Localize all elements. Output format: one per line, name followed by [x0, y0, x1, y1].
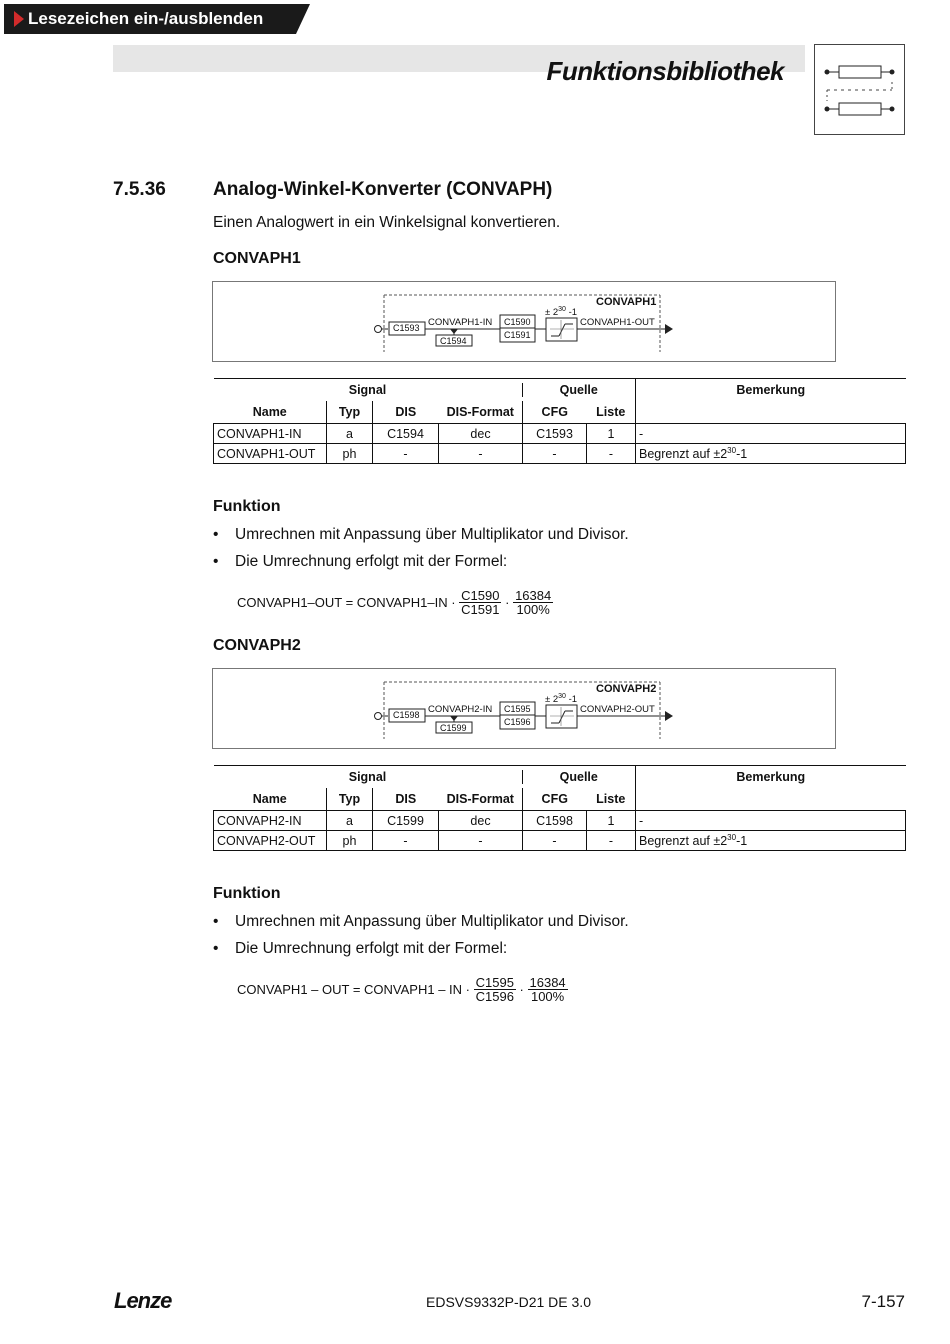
block1-in-code: C1593	[393, 323, 420, 333]
block2-group-signal: Signal	[214, 770, 523, 784]
cell-disformat: -	[439, 831, 523, 851]
block1-col-disformat: DIS-Format	[439, 401, 523, 424]
block1-col-liste: Liste	[587, 401, 636, 424]
block2-in-label: CONVAPH2-IN	[428, 704, 493, 715]
block1-dis-code: C1594	[440, 336, 467, 346]
block2-in-code: C1598	[393, 710, 420, 720]
block2-block-name: CONVAPH2	[596, 683, 657, 695]
block2-signal-table	[213, 765, 906, 851]
block1-in-label: CONVAPH1-IN	[428, 317, 493, 328]
block1-formula: CONVAPH1–OUT = CONVAPH1–IN · $\frac{C1590}{C1591}$ · $\frac{16384}{100\%}$	[237, 588, 552, 617]
block2-col-dis: DIS	[395, 792, 417, 806]
block2-dis-code: C1599	[440, 723, 467, 733]
list-item: • Die Umrechnung erfolgt mit der Formel:	[213, 553, 508, 570]
list-item: • Die Umrechnung erfolgt mit der Formel:	[213, 940, 508, 957]
list-item: • Umrechnen mit Anpassung über Multiplikator und Divisor.	[213, 526, 629, 543]
section-title: Analog-Winkel-Konverter (CONVAPH)	[213, 179, 553, 200]
block1-mult-code: C1590	[504, 317, 531, 327]
block2-col-liste: Liste	[587, 788, 636, 811]
block2-col-cfg: CFG	[541, 792, 568, 806]
page-number: 7-157	[861, 1292, 905, 1311]
block2-mult-code: C1595	[504, 704, 531, 714]
block1-diagram	[212, 281, 836, 362]
block2-col-typ: Typ	[327, 788, 373, 811]
table-row	[214, 444, 906, 464]
cell-remark: -	[636, 811, 906, 831]
block1-div-code: C1591	[504, 330, 531, 340]
block1-group-remark: Bemerkung	[636, 379, 906, 402]
table-row	[214, 811, 906, 831]
cell-dis: C1594	[373, 424, 439, 444]
document-id: EDSVS9332P-D21 DE 3.0	[426, 1294, 591, 1310]
cell-dis: -	[373, 831, 439, 851]
section-number: 7.5.36	[113, 179, 166, 200]
table-row	[214, 424, 906, 444]
function-library-icon	[814, 44, 905, 135]
cell-typ: ph	[327, 444, 373, 464]
lenze-logo: Lenze	[114, 1288, 172, 1313]
block1-heading: CONVAPH1	[213, 250, 301, 267]
cell-liste: 1	[587, 424, 636, 444]
block1-function-heading: Funktion	[213, 498, 281, 515]
block2-function-heading: Funktion	[213, 885, 281, 902]
cell-remark: Begrenzt auf $\pm 2^{30}-1$	[636, 831, 906, 851]
cell-cfg: -	[523, 831, 587, 851]
cell-cfg: C1593	[523, 424, 587, 444]
block2-col-name: Name	[214, 788, 327, 811]
block1-col-typ: Typ	[327, 401, 373, 424]
cell-cfg: C1598	[523, 811, 587, 831]
block2-div-code: C1596	[504, 717, 531, 727]
block2-group-source: Quelle	[559, 770, 598, 784]
cell-name: CONVAPH1-OUT	[214, 444, 327, 464]
cell-disformat: -	[439, 444, 523, 464]
block2-heading: CONVAPH2	[213, 637, 301, 654]
bookmark-label[interactable]: Lesezeichen ein-/ausblenden	[28, 9, 264, 28]
cell-name: CONVAPH2-IN	[214, 811, 327, 831]
cell-typ: ph	[327, 831, 373, 851]
block2-out-label: CONVAPH2-OUT	[580, 704, 655, 715]
cell-liste: 1	[587, 811, 636, 831]
table-row	[214, 831, 906, 851]
cell-typ: a	[327, 811, 373, 831]
block1-block-name: CONVAPH1	[596, 296, 657, 308]
block1-col-name: Name	[214, 401, 327, 424]
block2-diagram	[212, 668, 836, 749]
cell-remark: Begrenzt auf $\pm 2^{30}-1$	[636, 444, 906, 464]
block2-group-remark: Bemerkung	[636, 766, 906, 789]
list-item: • Umrechnen mit Anpassung über Multiplikator und Divisor.	[213, 913, 629, 930]
block1-col-cfg: CFG	[541, 405, 568, 419]
cell-typ: a	[327, 424, 373, 444]
cell-dis: -	[373, 444, 439, 464]
cell-name: CONVAPH2-OUT	[214, 831, 327, 851]
cell-disformat: dec	[439, 811, 523, 831]
cell-liste: -	[587, 831, 636, 851]
cell-liste: -	[587, 444, 636, 464]
block1-signal-table	[213, 378, 906, 464]
block2-limit: ± $2^{30}$ -1	[545, 693, 578, 706]
page-header-title: Funktionsbibliothek	[546, 56, 784, 86]
cell-disformat: dec	[439, 424, 523, 444]
cell-cfg: -	[523, 444, 587, 464]
block1-col-dis: DIS	[395, 405, 417, 419]
block2-formula: CONVAPH1 – OUT = CONVAPH1 – IN · $\frac{C1595}{C1596}$ · $\frac{16384}{100\%}$	[237, 975, 566, 1004]
cell-remark: -	[636, 424, 906, 444]
block1-limit: ± $2^{30}$ -1	[545, 306, 578, 319]
section-intro: Einen Analogwert in ein Winkelsignal konvertieren.	[213, 214, 561, 231]
block1-out-label: CONVAPH1-OUT	[580, 317, 655, 328]
cell-name: CONVAPH1-IN	[214, 424, 327, 444]
block2-col-disformat: DIS-Format	[439, 788, 523, 811]
block1-group-signal: Signal	[214, 383, 523, 397]
block1-group-source: Quelle	[559, 383, 598, 397]
cell-dis: C1599	[373, 811, 439, 831]
